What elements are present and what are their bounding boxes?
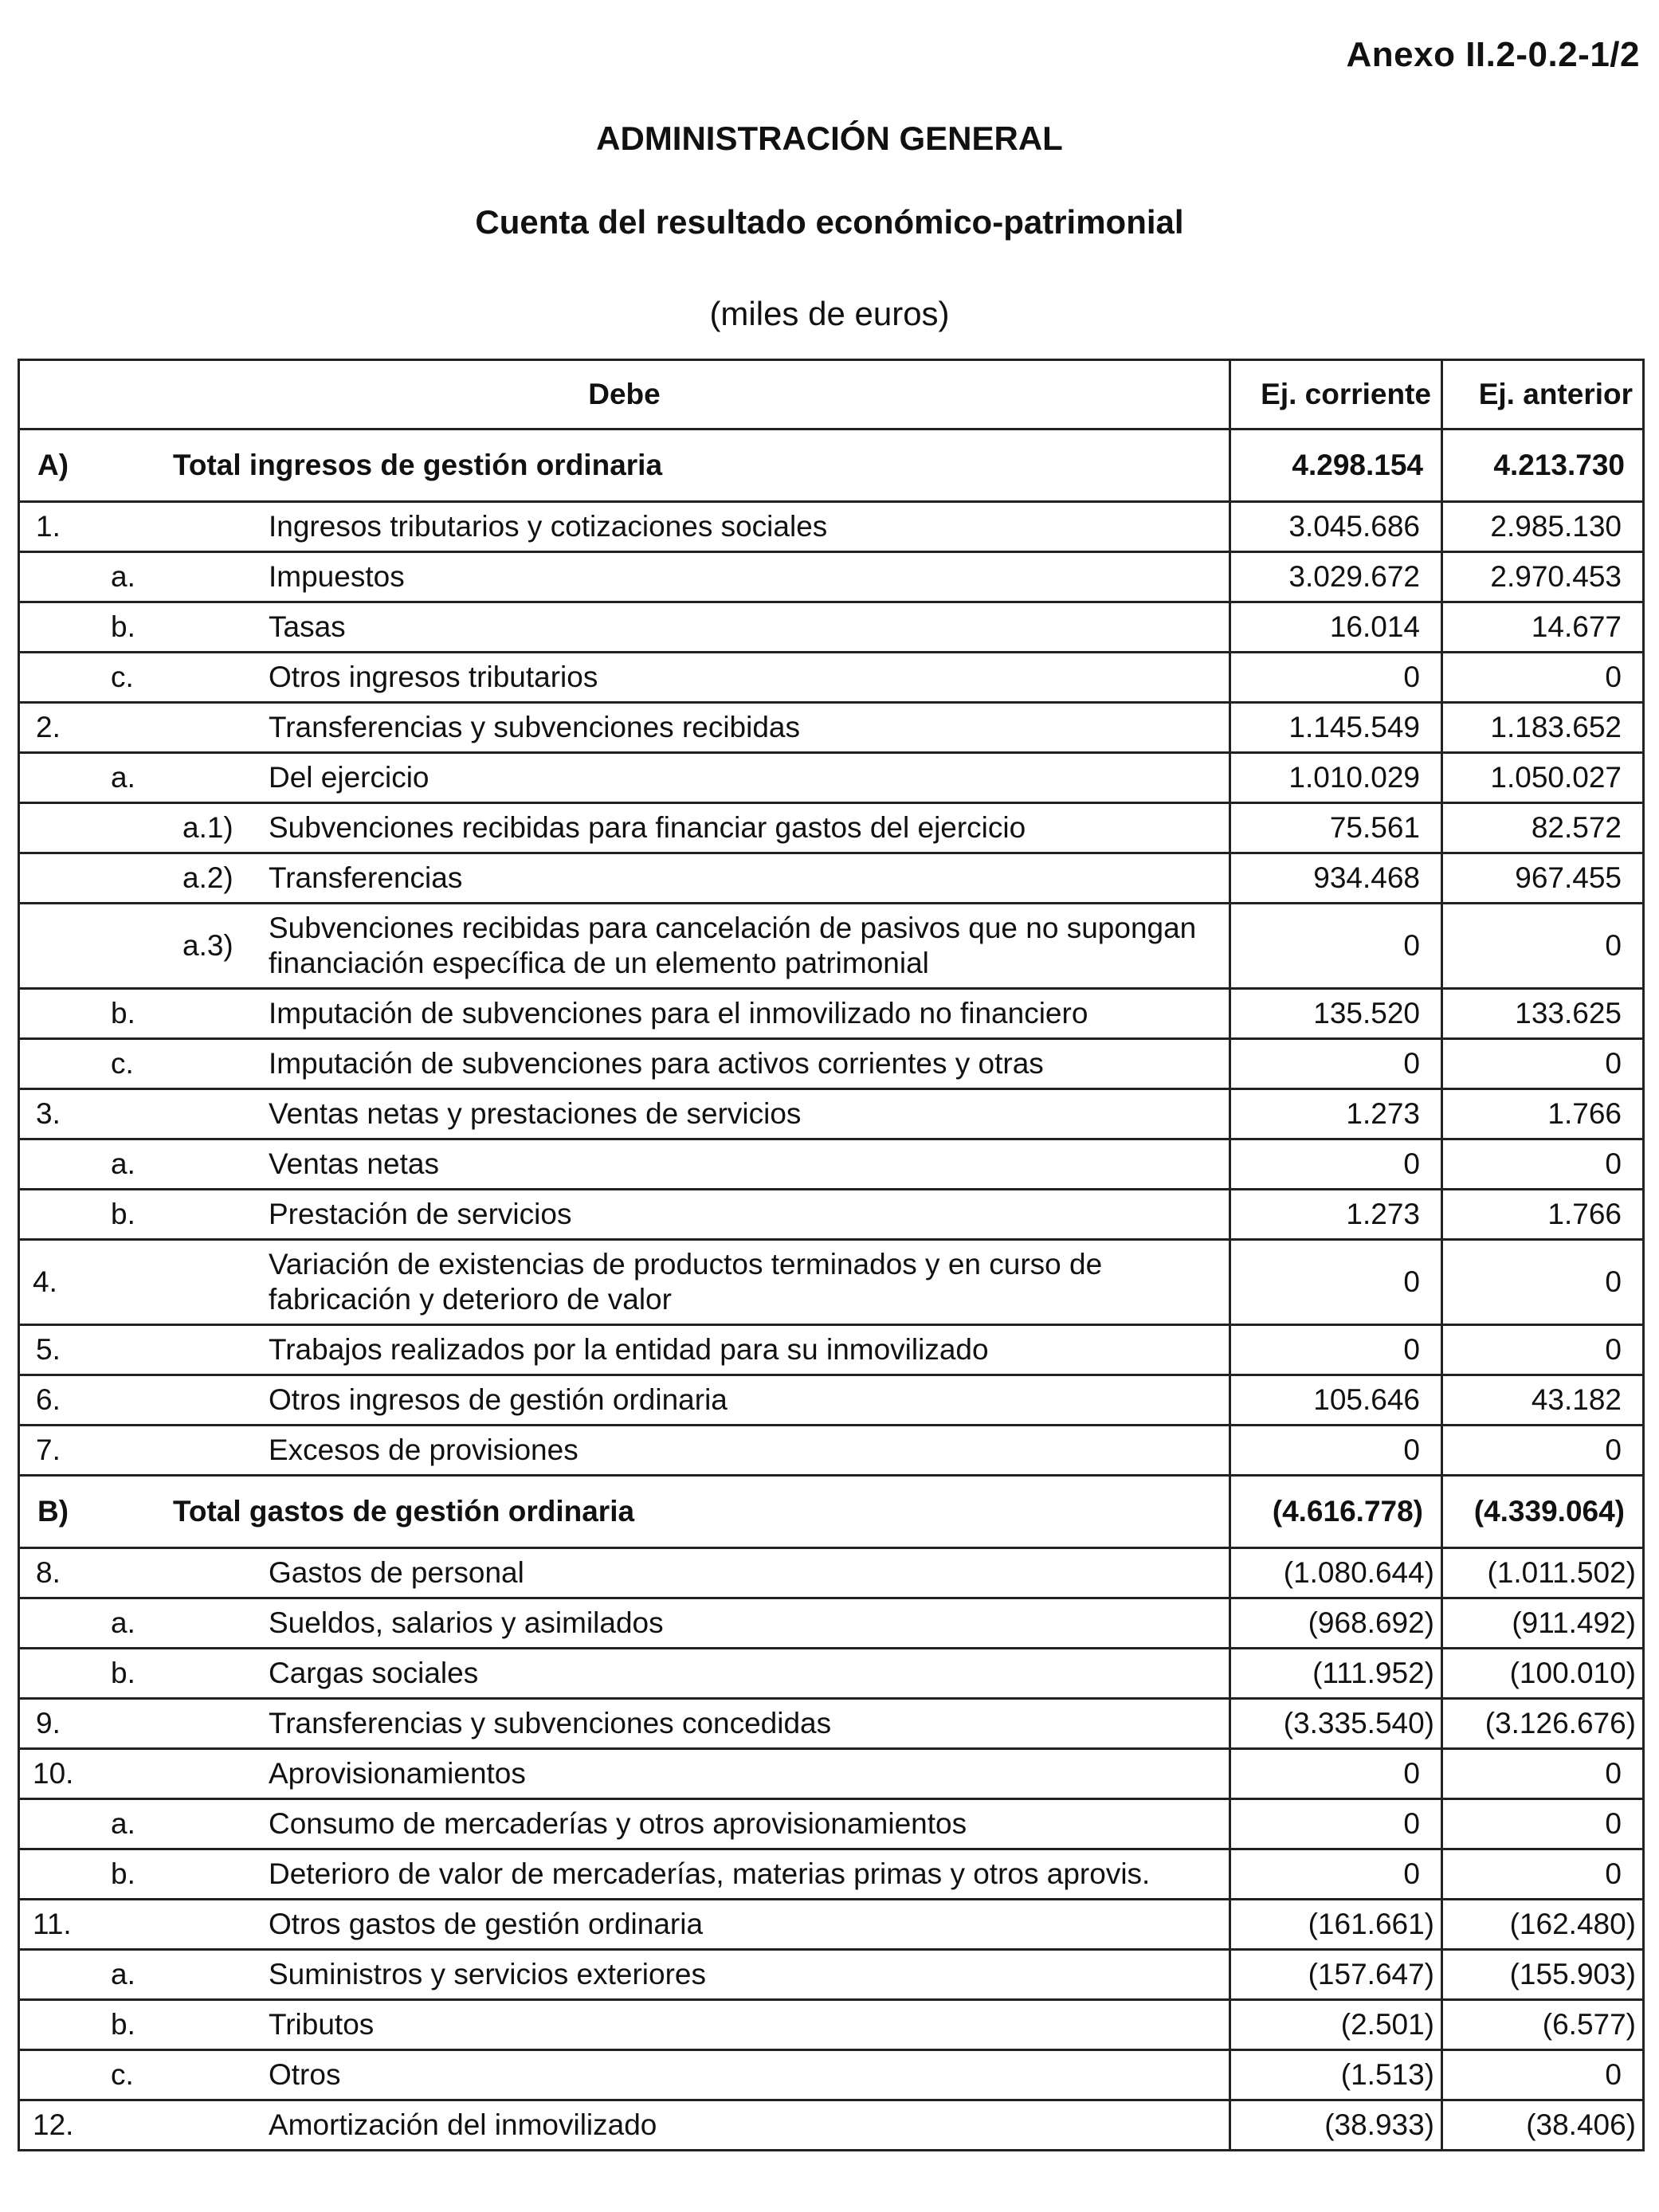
row-code: a. bbox=[111, 1147, 135, 1180]
row-code: 6. bbox=[36, 1383, 61, 1416]
current-value: 105.646 bbox=[1230, 1375, 1442, 1426]
current-value: 135.520 bbox=[1230, 989, 1442, 1039]
row-code: a. bbox=[111, 1958, 135, 1990]
row-label: Imputación de subvenciones para activos corrientes y otras bbox=[269, 1047, 1044, 1080]
row-label: Gastos de personal bbox=[269, 1556, 524, 1589]
row-code: 2. bbox=[36, 711, 61, 743]
current-value: (968.692) bbox=[1230, 1598, 1442, 1649]
current-value: (1.513) bbox=[1230, 2050, 1442, 2100]
table-row bbox=[19, 989, 1644, 1039]
previous-value: 133.625 bbox=[1442, 989, 1644, 1039]
row-label: Impuestos bbox=[269, 560, 405, 593]
row-code: A) bbox=[37, 449, 69, 481]
row-label: Suministros y servicios exteriores bbox=[269, 1958, 706, 1990]
row-code: 4. bbox=[33, 1265, 57, 1298]
table-row bbox=[19, 853, 1644, 904]
row-code: 7. bbox=[36, 1433, 61, 1466]
table-row bbox=[19, 1950, 1644, 2000]
previous-value: (1.011.502) bbox=[1442, 1548, 1644, 1598]
current-value: 4.298.154 bbox=[1230, 429, 1442, 502]
previous-value: (4.339.064) bbox=[1442, 1476, 1644, 1548]
table-row bbox=[19, 1476, 1644, 1548]
current-value: (3.335.540) bbox=[1230, 1699, 1442, 1749]
row-label: Ventas netas y prestaciones de servicios bbox=[269, 1097, 802, 1130]
current-value: 3.045.686 bbox=[1230, 502, 1442, 552]
table-row bbox=[19, 1699, 1644, 1749]
table-row bbox=[19, 1240, 1644, 1325]
previous-value: 967.455 bbox=[1442, 853, 1644, 904]
current-value: 934.468 bbox=[1230, 853, 1442, 904]
previous-value: 0 bbox=[1442, 1139, 1644, 1190]
previous-value: (155.903) bbox=[1442, 1950, 1644, 2000]
row-label: Prestación de servicios bbox=[269, 1198, 572, 1230]
current-value: (4.616.778) bbox=[1230, 1476, 1442, 1548]
table-row bbox=[19, 703, 1644, 753]
previous-value: 0 bbox=[1442, 1849, 1644, 1900]
row-label: Sueldos, salarios y asimilados bbox=[269, 1606, 664, 1639]
row-label: Transferencias y subvenciones concedidas bbox=[269, 1707, 832, 1739]
row-code: a. bbox=[111, 1606, 135, 1639]
current-value: 75.561 bbox=[1230, 803, 1442, 853]
table-row bbox=[19, 1548, 1644, 1598]
table-row bbox=[19, 753, 1644, 803]
row-label: Excesos de provisiones bbox=[269, 1433, 578, 1466]
current-value: 1.273 bbox=[1230, 1190, 1442, 1240]
previous-value: 0 bbox=[1442, 904, 1644, 989]
previous-value: 2.985.130 bbox=[1442, 502, 1644, 552]
row-code: a. bbox=[111, 761, 135, 794]
current-value: 0 bbox=[1230, 1426, 1442, 1476]
row-code: 3. bbox=[36, 1097, 61, 1130]
row-label: Tasas bbox=[269, 610, 346, 643]
row-code: 9. bbox=[36, 1707, 61, 1739]
previous-value: (162.480) bbox=[1442, 1900, 1644, 1950]
previous-value: 0 bbox=[1442, 1240, 1644, 1325]
page-subtitle: Cuenta del resultado económico-patrimonial bbox=[475, 203, 1184, 241]
row-code: B) bbox=[37, 1495, 69, 1528]
row-code: 11. bbox=[33, 1908, 72, 1940]
table-row bbox=[19, 1849, 1644, 1900]
table-row bbox=[19, 1649, 1644, 1699]
row-code: b. bbox=[111, 2008, 135, 2041]
previous-value: 1.183.652 bbox=[1442, 703, 1644, 753]
current-value: 1.010.029 bbox=[1230, 753, 1442, 803]
row-label: Total ingresos de gestión ordinaria bbox=[173, 449, 663, 481]
table-row bbox=[19, 1900, 1644, 1950]
row-code: 1. bbox=[36, 510, 61, 543]
row-code: c. bbox=[111, 661, 134, 693]
previous-value: 1.766 bbox=[1442, 1190, 1644, 1240]
row-code: b. bbox=[111, 610, 135, 643]
current-value: 0 bbox=[1230, 1325, 1442, 1375]
previous-value: 0 bbox=[1442, 1426, 1644, 1476]
row-code: b. bbox=[111, 1857, 135, 1890]
previous-value: (3.126.676) bbox=[1442, 1699, 1644, 1749]
current-value: 1.145.549 bbox=[1230, 703, 1442, 753]
row-code: a.2) bbox=[182, 861, 233, 894]
current-value: 0 bbox=[1230, 1799, 1442, 1849]
current-value: 16.014 bbox=[1230, 602, 1442, 653]
row-label: Otros ingresos de gestión ordinaria bbox=[269, 1383, 728, 1416]
row-label: Transferencias bbox=[269, 861, 463, 894]
table-header-row bbox=[19, 360, 1644, 429]
row-code: 5. bbox=[36, 1333, 61, 1366]
row-label: Otros gastos de gestión ordinaria bbox=[269, 1908, 704, 1940]
income-statement-table bbox=[18, 359, 1645, 2151]
table-row bbox=[19, 1799, 1644, 1849]
row-code: c. bbox=[111, 2058, 134, 2091]
row-code: b. bbox=[111, 1657, 135, 1689]
current-value: 0 bbox=[1230, 1849, 1442, 1900]
row-code: c. bbox=[111, 1047, 134, 1080]
previous-value: 0 bbox=[1442, 2050, 1644, 2100]
table-row bbox=[19, 1749, 1644, 1799]
table-row bbox=[19, 1375, 1644, 1426]
current-value: (161.661) bbox=[1230, 1900, 1442, 1950]
current-value: 3.029.672 bbox=[1230, 552, 1442, 602]
current-value: 0 bbox=[1230, 653, 1442, 703]
previous-value: 43.182 bbox=[1442, 1375, 1644, 1426]
previous-value: 1.766 bbox=[1442, 1089, 1644, 1139]
row-label: Otros bbox=[269, 2058, 341, 2091]
current-value: 0 bbox=[1230, 1039, 1442, 1089]
previous-value: (100.010) bbox=[1442, 1649, 1644, 1699]
table-row bbox=[19, 2050, 1644, 2100]
current-value: (157.647) bbox=[1230, 1950, 1442, 2000]
table-row bbox=[19, 2100, 1644, 2151]
row-label: Consumo de mercaderías y otros aprovisionamientos bbox=[269, 1807, 967, 1840]
column-header-debe: Debe bbox=[19, 360, 1230, 429]
row-code: 10. bbox=[33, 1757, 74, 1790]
row-label: Total gastos de gestión ordinaria bbox=[173, 1495, 635, 1528]
row-label: Del ejercicio bbox=[269, 761, 429, 794]
column-header-previous: Ej. anterior bbox=[1442, 360, 1644, 429]
row-code: a. bbox=[111, 560, 135, 593]
current-value: (38.933) bbox=[1230, 2100, 1442, 2151]
previous-value: 0 bbox=[1442, 1799, 1644, 1849]
table-row bbox=[19, 1325, 1644, 1375]
row-label: Variación de existencias de productos terminados y en curso de fabricación y deterioro de valor bbox=[269, 1248, 1103, 1316]
row-code: 12. bbox=[33, 2108, 74, 2141]
table-row bbox=[19, 2000, 1644, 2050]
previous-value: 82.572 bbox=[1442, 803, 1644, 853]
table-row bbox=[19, 803, 1644, 853]
previous-value: 0 bbox=[1442, 1039, 1644, 1089]
row-label: Cargas sociales bbox=[269, 1657, 479, 1689]
table-row bbox=[19, 502, 1644, 552]
current-value: 0 bbox=[1230, 1240, 1442, 1325]
row-label: Imputación de subvenciones para el inmovilizado no financiero bbox=[269, 997, 1088, 1030]
current-value: (111.952) bbox=[1230, 1649, 1442, 1699]
table-row bbox=[19, 1139, 1644, 1190]
row-label: Aprovisionamientos bbox=[269, 1757, 526, 1790]
previous-value: (38.406) bbox=[1442, 2100, 1644, 2151]
table-row bbox=[19, 1039, 1644, 1089]
units-note: (miles de euros) bbox=[709, 295, 950, 332]
row-label: Ingresos tributarios y cotizaciones sociales bbox=[269, 510, 828, 543]
row-label: Amortización del inmovilizado bbox=[269, 2108, 657, 2141]
row-label: Deterioro de valor de mercaderías, materias primas y otros aprovis. bbox=[269, 1857, 1151, 1890]
previous-value: (6.577) bbox=[1442, 2000, 1644, 2050]
row-code: a.3) bbox=[182, 929, 233, 962]
table-row bbox=[19, 1426, 1644, 1476]
current-value: 0 bbox=[1230, 1139, 1442, 1190]
row-code: b. bbox=[111, 997, 135, 1030]
previous-value: 0 bbox=[1442, 1325, 1644, 1375]
row-label: Ventas netas bbox=[269, 1147, 439, 1180]
table-row bbox=[19, 1089, 1644, 1139]
row-code: a. bbox=[111, 1807, 135, 1840]
previous-value: 0 bbox=[1442, 1749, 1644, 1799]
row-code: a.1) bbox=[182, 811, 233, 844]
row-label: Subvenciones recibidas para financiar gastos del ejercicio bbox=[269, 811, 1026, 844]
page-title: ADMINISTRACIÓN GENERAL bbox=[596, 120, 1063, 157]
previous-value: (911.492) bbox=[1442, 1598, 1644, 1649]
row-label: Otros ingresos tributarios bbox=[269, 661, 598, 693]
previous-value: 2.970.453 bbox=[1442, 552, 1644, 602]
row-label: Subvenciones recibidas para cancelación de pasivos que no supongan financiación específica de un elemento patrimonial bbox=[269, 912, 1197, 979]
current-value: 0 bbox=[1230, 904, 1442, 989]
current-value: (2.501) bbox=[1230, 2000, 1442, 2050]
row-code: b. bbox=[111, 1198, 135, 1230]
column-header-current: Ej. corriente bbox=[1230, 360, 1442, 429]
previous-value: 4.213.730 bbox=[1442, 429, 1644, 502]
previous-value: 1.050.027 bbox=[1442, 753, 1644, 803]
current-value: (1.080.644) bbox=[1230, 1548, 1442, 1598]
row-label: Trabajos realizados por la entidad para su inmovilizado bbox=[269, 1333, 989, 1366]
current-value: 0 bbox=[1230, 1749, 1442, 1799]
table-row bbox=[19, 1190, 1644, 1240]
table-row bbox=[19, 429, 1644, 502]
table-row bbox=[19, 653, 1644, 703]
table-row bbox=[19, 552, 1644, 602]
row-code: 8. bbox=[36, 1556, 61, 1589]
table-row bbox=[19, 1598, 1644, 1649]
previous-value: 14.677 bbox=[1442, 602, 1644, 653]
current-value: 1.273 bbox=[1230, 1089, 1442, 1139]
row-label: Tributos bbox=[269, 2008, 375, 2041]
annex-reference: Anexo II.2-0.2-1/2 bbox=[1346, 35, 1640, 74]
table-row bbox=[19, 904, 1644, 989]
table-row bbox=[19, 602, 1644, 653]
previous-value: 0 bbox=[1442, 653, 1644, 703]
row-label: Transferencias y subvenciones recibidas bbox=[269, 711, 801, 743]
